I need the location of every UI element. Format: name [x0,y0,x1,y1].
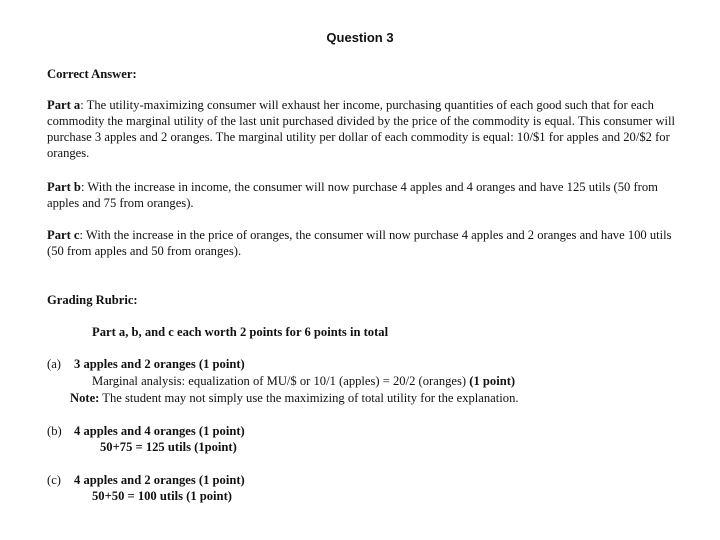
part-b-text: : With the increase in income, the consumer will now purchase 4 apples and 4 oranges and have 125 utils (50 from apples and 75 from oranges). [47,180,658,210]
rubric-c-line1: 4 apples and 2 oranges (1 point) [74,473,245,487]
rubric-b-line2: 50+75 = 125 utils (1point) [100,440,237,454]
part-a-text: : The utility-maximizing consumer will exhaust her income, purchasing quantities of each good such that for each commodity the marginal utility of the last unit purchased divided by the price of the commodity is equal. This consumer will purchase 3 apples and 2 oranges. The marginal utility per dollar of each commodity is equal: 10/$1 for apples and 20/$2 for oranges. [47,98,676,160]
rubric-a-note [70,390,519,406]
rubric-a-line1: 3 apples and 2 oranges (1 point) [74,357,245,371]
part-c-text: : With the increase in the price of oranges, the consumer will now purchase 4 apples and 2 oranges and have 100 utils (50 from apples and 50 from oranges). [47,228,672,258]
part-b-label: Part b [47,180,81,194]
rubric-a-line2 [92,373,515,389]
rubric-b-marker: (b) [47,424,62,438]
part-c-label: Part c [47,228,80,242]
rubric-summary: Part a, b, and c each worth 2 points for 6 points in total [92,325,389,339]
rubric-c-marker: (c) [47,473,61,487]
correct-answer-heading: Correct Answer: [47,67,137,81]
rubric-b-line1: 4 apples and 4 oranges (1 point) [74,424,245,438]
rubric-a-note-label: Note: [70,391,100,405]
grading-rubric-heading: Grading Rubric: [47,293,138,307]
rubric-a-note-text: The student may not simply use the maximizing of total utility for the explanation. [99,391,519,405]
rubric-a-marker: (a) [47,357,61,371]
rubric-a-line2-text: Marginal analysis: equalization of MU/$ or 10/1 (apples) = 20/2 (oranges) [92,374,470,388]
rubric-c-line2: 50+50 = 100 utils (1 point) [92,489,232,503]
part-b-paragraph [47,179,687,211]
part-a-label: Part a [47,98,81,112]
page-title: Question 3 [326,30,394,45]
part-a-paragraph [47,97,687,161]
part-c-paragraph [47,227,687,259]
rubric-a-line2-points: (1 point) [469,374,516,388]
